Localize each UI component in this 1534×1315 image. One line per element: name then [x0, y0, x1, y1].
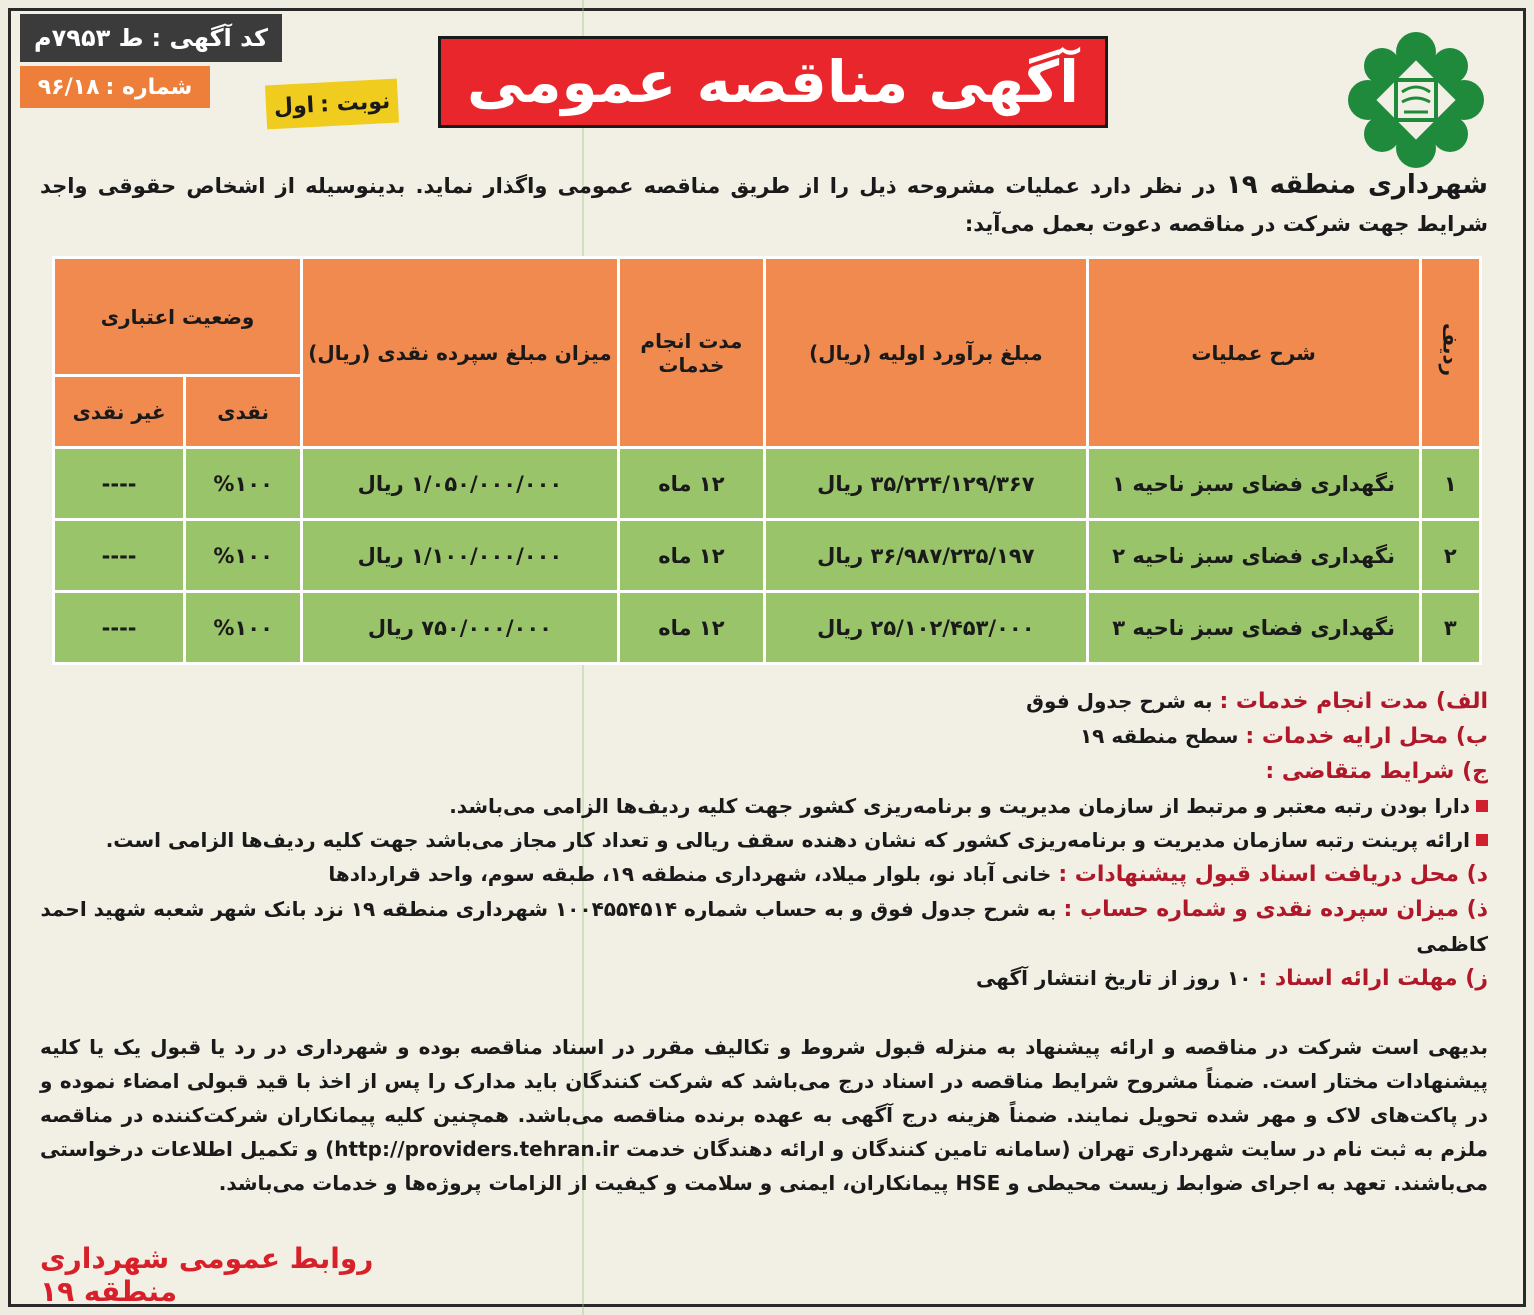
- section-b: [40, 719, 1488, 754]
- signature: روابط عمومی شهرداری منطقه ۱۹: [40, 1242, 374, 1308]
- section-d-label: د) محل دریافت اسناد قبول پیشنهادات :: [1058, 862, 1488, 887]
- cell-description: نگهداری فضای سبز ناحیه ۲: [1087, 520, 1420, 592]
- table-row: [54, 592, 1481, 664]
- round-value: اول: [273, 92, 315, 120]
- intro-text: در نظر دارد عملیات مشروحه ذیل را از طریق مناقصه عمومی واگذار نماید. بدینوسیله از اشخاص حقوقی واجد شرایط جهت شرکت در مناقصه دعوت بعمل می‌آید:: [40, 174, 1488, 236]
- footer-paragraph: بدیهی است شرکت در مناقصه و ارائه پیشنهاد به منزله قبول شروط و تکالیف مقرر در اسناد مناقصه بوده و شهرداری در رد یا قبول یک یا کلیه پیشنهادات مختار است. ضمناً مشروح شرایط مناقصه در اسناد درج می‌باشد که شرکت کنندگان باید مدارک را پس از اخذ با قید قبولی امضاء نموده و در پاکت‌های لاک و مهر شده تحویل نمایند. ضمناً هزینه درج آگهی به عهده برنده مناقصه می‌باشد. همچنین کلیه پیمانکاران شرکت‌کننده در مناقصه ملزم به ثبت نام در سایت شهرداری تهران (سامانه تامین کنندگان و ارائه دهندگان خدمت http://providers.tehran.ir) و تکمیل اطلاعات درخواستی می‌باشند. تعهد به اجرای ضوابط زیست محیطی و HSE پیمانکاران، ایمنی و سلامت و کیفیت از الزامات پروژه‌ها و خدمات می‌باشد.: [40, 1035, 1488, 1195]
- cell-estimate: ۲۵/۱۰۲/۴۵۳/۰۰۰ ریال: [765, 592, 1088, 664]
- cell-duration: ۱۲ ماه: [618, 448, 764, 520]
- header-credit-status: وضعیت اعتباری: [54, 258, 302, 376]
- section-f: [40, 961, 1488, 996]
- cell-duration: ۱۲ ماه: [618, 592, 764, 664]
- section-d: [40, 857, 1488, 892]
- section-f-label: ز) مهلت ارائه اسناد :: [1258, 966, 1488, 991]
- tehran-municipality-logo-icon: [1346, 30, 1486, 170]
- cell-cash: %۱۰۰: [185, 592, 302, 664]
- header-duration: مدت انجام خدمات: [618, 258, 764, 448]
- section-b-label: ب) محل ارایه خدمات :: [1245, 724, 1488, 749]
- section-c-bullet-text: ارائه پرینت رتبه سازمان مدیریت و برنامه‌ریزی کشور که نشان دهنده سقف ریالی و تعداد کار مجاز می‌باشد جهت کلیه ردیف‌ها الزامی است.: [105, 828, 1470, 852]
- cell-row-number: ۲: [1420, 520, 1481, 592]
- issue-number-badge: [20, 66, 210, 108]
- bullet-square-icon: [1476, 800, 1488, 812]
- cell-description: نگهداری فضای سبز ناحیه ۳: [1087, 592, 1420, 664]
- header-noncash: غیر نقدی: [54, 376, 185, 448]
- cell-deposit: ۱/۰۵۰/۰۰۰/۰۰۰ ریال: [302, 448, 619, 520]
- cell-cash: %۱۰۰: [185, 448, 302, 520]
- table-row: [54, 520, 1481, 592]
- section-a: [40, 684, 1488, 719]
- ad-code-label: کد آگهی :: [151, 24, 268, 52]
- ad-code-value: ط ۷۹۵۳م: [34, 24, 144, 52]
- section-c-bullet: [40, 823, 1488, 857]
- cell-estimate: ۳۵/۲۲۴/۱۲۹/۳۶۷ ریال: [765, 448, 1088, 520]
- cell-noncash: ----: [54, 448, 185, 520]
- cell-description: نگهداری فضای سبز ناحیه ۱: [1087, 448, 1420, 520]
- cell-cash: %۱۰۰: [185, 520, 302, 592]
- cell-deposit: ۱/۱۰۰/۰۰۰/۰۰۰ ریال: [302, 520, 619, 592]
- round-label: نوبت :: [319, 88, 391, 118]
- table-row: [54, 448, 1481, 520]
- section-c-label: ج) شرایط متقاضی :: [1265, 759, 1488, 784]
- cell-noncash: ----: [54, 592, 185, 664]
- cell-deposit: ۷۵۰/۰۰۰/۰۰۰ ریال: [302, 592, 619, 664]
- section-d-text: خانی آباد نو، بلوار میلاد، شهرداری منطقه ۱۹، طبقه سوم، واحد قراردادها: [328, 862, 1052, 886]
- section-f-text: ۱۰ روز از تاریخ انتشار آگهی: [976, 966, 1252, 990]
- round-badge: [265, 79, 399, 130]
- section-e: [40, 892, 1488, 961]
- cell-row-number: ۳: [1420, 592, 1481, 664]
- cell-estimate: ۳۶/۹۸۷/۲۳۵/۱۹۷ ریال: [765, 520, 1088, 592]
- header-description: شرح عملیات: [1087, 258, 1420, 448]
- cell-duration: ۱۲ ماه: [618, 520, 764, 592]
- cell-noncash: ----: [54, 520, 185, 592]
- bullet-square-icon: [1476, 834, 1488, 846]
- section-c-bullet: [40, 789, 1488, 823]
- section-e-text: به شرح جدول فوق و به حساب شماره ۱۰۰۴۵۵۴۵۱۴ شهرداری منطقه ۱۹ نزد بانک شهر شعبه شهید احمد کاظمی: [40, 897, 1488, 956]
- section-b-text: سطح منطقه ۱۹: [1079, 724, 1239, 748]
- section-a-label: الف) مدت انجام خدمات :: [1219, 689, 1488, 714]
- section-e-label: ذ) میزان سپرده نقدی و شماره حساب :: [1063, 897, 1488, 922]
- header-row-number: ردیف: [1420, 258, 1481, 448]
- section-c: [40, 754, 1488, 789]
- header-cash: نقدی: [185, 376, 302, 448]
- header-estimate: مبلغ برآورد اولیه (ریال): [765, 258, 1088, 448]
- intro-paragraph: [40, 166, 1488, 243]
- issue-number-value: ۹۶/۱۸: [37, 74, 100, 100]
- conditions-section: [40, 684, 1488, 996]
- tender-table: [52, 256, 1482, 665]
- page-title: آگهی مناقصه عمومی: [438, 36, 1108, 128]
- issue-number-label: شماره :: [105, 74, 193, 100]
- intro-org: شهرداری منطقه ۱۹: [1225, 170, 1488, 200]
- cell-row-number: ۱: [1420, 448, 1481, 520]
- section-c-bullet-text: دارا بودن رتبه معتبر و مرتبط از سازمان مدیریت و برنامه‌ریزی کشور جهت کلیه ردیف‌ها الزامی می‌باشد.: [449, 794, 1470, 818]
- ad-code-badge: [20, 14, 282, 62]
- section-a-text: به شرح جدول فوق: [1026, 689, 1213, 713]
- header-deposit: میزان مبلغ سپرده نقدی (ریال): [302, 258, 619, 448]
